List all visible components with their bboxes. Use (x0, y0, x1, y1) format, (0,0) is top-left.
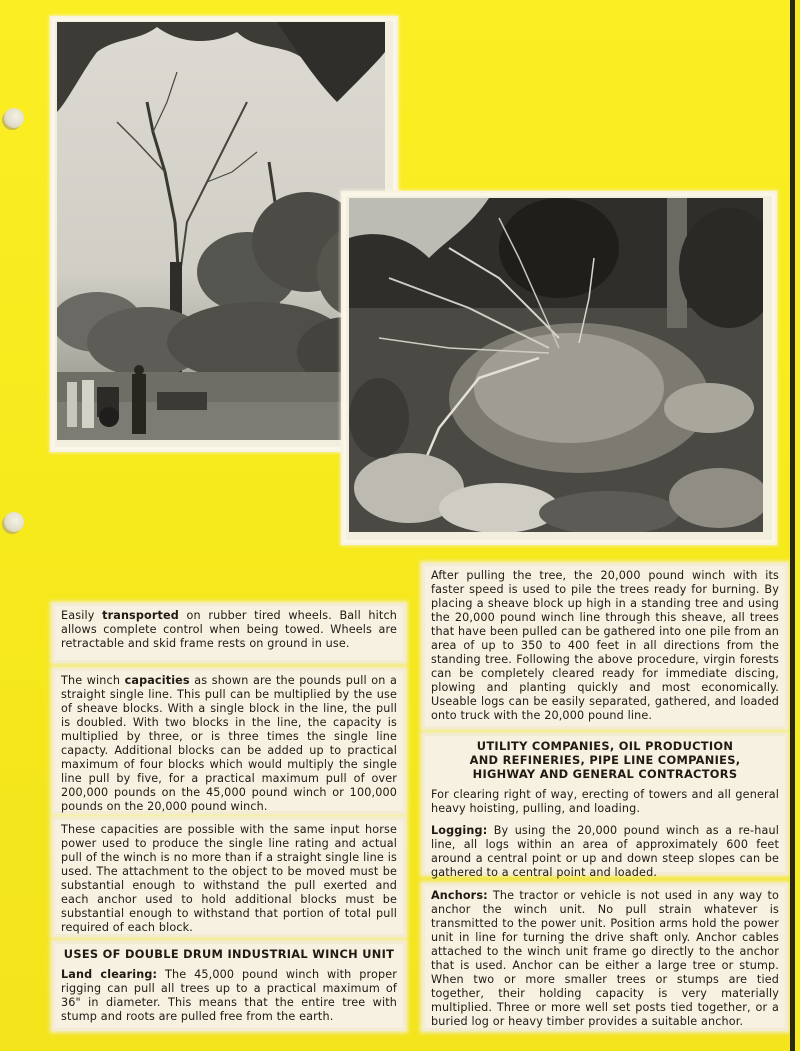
heading-uses-double-drum: USES OF DOUBLE DRUM INDUSTRIAL WINCH UNIT (63, 947, 395, 961)
text-block-utility (425, 736, 785, 879)
paragraph-capacities (61, 674, 397, 814)
capacities-text-start: The winch (61, 674, 125, 687)
text-block-anchors (425, 886, 785, 1028)
text-block-after-pulling (425, 566, 785, 726)
paragraph-horsepower: These capacities are possible with the same input horse power used to produce the single line rating and actual pull of the winch is no more than if a straight single line is used. The attachment to the object to be moved must be substantial enough to withstand the pull exerted and each anchor used to hold additional blocks must be substantial enough to withstand that portion of total pull required of each block. (61, 823, 397, 934)
transport-bold-term: transported (102, 609, 179, 622)
photo-tree-clearing (57, 22, 385, 440)
binder-hole-top (4, 108, 24, 128)
capacities-bold-term: capacities (124, 674, 190, 687)
land-clearing-text: The 45,000 pound winch with proper rigging can pull all trees up to a practical maximum of 36" in diameter. This means that the entire tree with stump and roots are pulled free from the earth. (61, 968, 397, 1023)
transport-text-rest: on rubber tired wheels. Ball hitch allows complete control when being towed. Wheels are retractable and skid frame rests on ground in use. (61, 609, 397, 650)
text-block-transport (55, 606, 403, 660)
heading-utility-companies: UTILITY COMPANIES, OIL PRODUCTION AND REFINERIES, PIPE LINE COMPANIES, HIGHWAY AND GENERAL CONTRACTORS (469, 739, 741, 781)
photo-tree-clearing-image (57, 22, 385, 440)
text-block-uses (55, 944, 403, 1028)
text-block-capacities (55, 671, 403, 811)
binder-hole-bottom (4, 512, 24, 532)
anchors-text: The tractor or vehicle is not used in any way to anchor the winch unit. No pull strain whatever is transmitted to the power unit. Position arms hold the power unit in line for turning the drive shaft only. Anchor cables attached to the winch unit frame go directly to the anchor that is used. Anchor can be either a large tree or stump. When two or more smaller trees or stumps are tied together, their holding capacity is very materially multiplied. Three or more well set posts tied together, or a buried log or heavy timber provides a suitable anchor. (431, 889, 779, 1028)
paragraph-transport (61, 609, 397, 651)
land-clearing-bold-term: Land clearing: (61, 968, 158, 981)
paragraph-anchors (431, 889, 779, 1029)
paragraph-land-clearing (61, 968, 397, 1024)
paragraph-after-pulling: After pulling the tree, the 20,000 pound winch with its faster speed is used to pile the trees ready for burning. By placing a sheave block up high in a standing tree and using the 20,000 pound winch line through this sheave, all trees that have been pulled can be gathered into one pile from an area of up to 350 to 400 feet in all directions from the standing tree. Following the above procedure, virgin forests can be completely cleared ready for immediate discing, plowing and planting quickly and most economically. Useable logs can be easily separated, gathered, and loaded onto truck with the 20,000 pound line. (431, 569, 779, 722)
paragraph-clearing-right-of-way: For clearing right of way, erecting of towers and all general heavy hoisting, pulling, and loading. (431, 788, 779, 815)
anchors-bold-term: Anchors: (431, 889, 488, 902)
text-block-horsepower (55, 820, 403, 934)
logging-bold-term: Logging: (431, 824, 488, 837)
photo-uprooted-tree (349, 198, 763, 532)
transport-text-start: Easily (61, 609, 103, 622)
capacities-text-rest: as shown are the pounds pull on a straight single line. This pull can be multiplied by the use of sheave blocks. With a single block in the line, the pull is doubled. With two blocks in the line, the capacity is multiplied by three, or is three times the single line capacty. Additional blocks can be added up to practical maximum of four blocks which would multiply the single line pull by five, for a practical maximum pull of over 200,000 pounds on the 45,000 pound winch or 100,000 pounds on the 20,000 pound winch. (61, 674, 397, 813)
paragraph-logging (431, 824, 779, 880)
photo-uprooted-tree-image (349, 198, 763, 532)
logging-text: By using the 20,000 pound winch as a re-haul line, all logs within an area of approximately 600 feet around a central point or up and down steep slopes can be gathered to a central point and loaded. (431, 824, 779, 879)
